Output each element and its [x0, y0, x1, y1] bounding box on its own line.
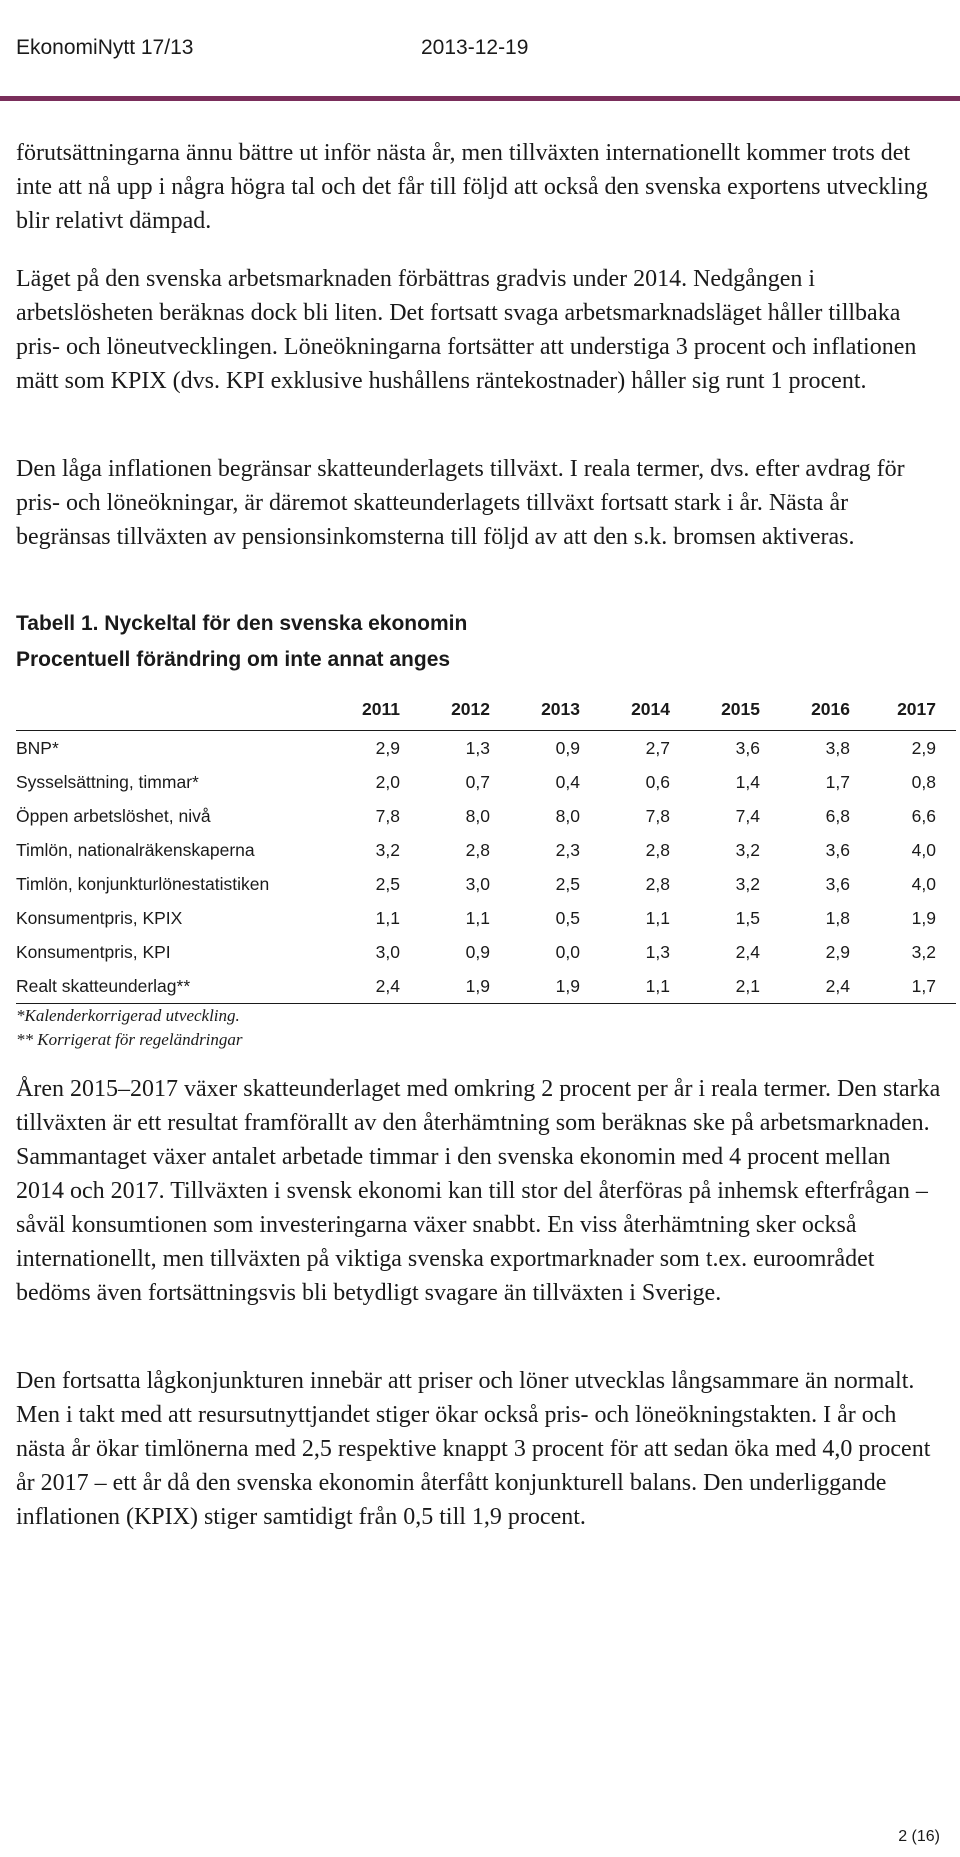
- value-cell: 1,9: [911, 907, 936, 928]
- value-cell: 4,0: [911, 873, 936, 894]
- table-row: [16, 969, 956, 1004]
- value-cell: 2,8: [645, 873, 670, 894]
- table-row: [16, 799, 956, 833]
- value-cell: 2,9: [375, 737, 400, 758]
- value-cell: 3,2: [375, 839, 400, 860]
- value-cell: 0,6: [645, 771, 670, 792]
- value-cell: 0,5: [555, 907, 580, 928]
- value-cell: 3,2: [911, 941, 936, 962]
- key-figures-table: [16, 688, 956, 1004]
- value-cell: 0,4: [555, 771, 580, 792]
- value-cell: 1,1: [600, 969, 690, 1004]
- value-cell: 2,9: [825, 941, 850, 962]
- value-cell: 2,4: [735, 941, 760, 962]
- value-cell: 7,8: [375, 805, 400, 826]
- value-cell: 2,9: [911, 737, 936, 758]
- table-row: [16, 833, 956, 867]
- paragraph-labour-market: Läget på den svenska arbetsmarknaden förbättras gradvis under 2014. Nedgången i arbetslösheten beräknas dock bli liten. Det fortsatt svaga arbetsmarknadsläget håller tillbaka pris- och löneutvecklingen. Löneökningarna fortsätter att understiga 3 procent och inflationen mätt som KPIX (dvs. KPI exklusive hushållens räntekostnader) håller sig runt 1 procent.: [16, 266, 917, 394]
- value-cell: 7,8: [645, 805, 670, 826]
- value-cell: 1,1: [375, 907, 400, 928]
- value-cell: 2,8: [645, 839, 670, 860]
- value-cell: 3,2: [735, 839, 760, 860]
- row-label: Öppen arbetslöshet, nivå: [16, 805, 211, 826]
- value-cell: 2,3: [555, 839, 580, 860]
- value-cell: 2,7: [645, 737, 670, 758]
- table-row: [16, 901, 956, 935]
- value-cell: 1,9: [510, 969, 600, 1004]
- value-cell: 1,5: [735, 907, 760, 928]
- value-cell: 8,0: [555, 805, 580, 826]
- year-header: 2016: [780, 688, 870, 731]
- value-cell: 6,8: [825, 805, 850, 826]
- value-cell: 1,4: [735, 771, 760, 792]
- year-header: 2012: [420, 688, 510, 731]
- value-cell: 0,7: [465, 771, 490, 792]
- page-number: 2 (16): [898, 1828, 940, 1845]
- value-cell: 4,0: [911, 839, 936, 860]
- value-cell: 8,0: [465, 805, 490, 826]
- value-cell: 0,9: [465, 941, 490, 962]
- year-header: 2013: [510, 688, 600, 731]
- value-cell: 7,4: [735, 805, 760, 826]
- table-row: [16, 765, 956, 799]
- value-cell: 0,9: [555, 737, 580, 758]
- publication-title: EkonomiNytt 17/13: [16, 36, 194, 59]
- value-cell: 2,8: [465, 839, 490, 860]
- value-cell: 3,0: [465, 873, 490, 894]
- value-cell: 3,6: [825, 873, 850, 894]
- row-label: Konsumentpris, KPIX: [16, 907, 183, 928]
- year-header: 2014: [600, 688, 690, 731]
- value-cell: 6,6: [911, 805, 936, 826]
- page-header: [16, 36, 944, 66]
- value-cell: 2,4: [780, 969, 870, 1004]
- year-header: 2011: [328, 688, 420, 731]
- header-divider: [0, 96, 960, 101]
- year-header: 2017: [870, 688, 956, 731]
- value-cell: 1,1: [465, 907, 490, 928]
- value-cell: 2,5: [375, 873, 400, 894]
- table-header-row: [16, 688, 956, 731]
- value-cell: 1,1: [645, 907, 670, 928]
- value-cell: 1,7: [870, 969, 956, 1004]
- footnote-calendar-adjusted: *Kalenderkorrigerad utveckling.: [16, 1006, 240, 1025]
- paragraph-intro-continued: förutsättningarna ännu bättre ut inför nästa år, men tillväxten internationellt kommer trots det inte att nå upp i några högra tal och det får till följd att också den svenska exportens utveckling blir relativt dämpad.: [16, 140, 928, 234]
- value-cell: 3,2: [735, 873, 760, 894]
- row-label: BNP*: [16, 737, 59, 758]
- row-label: Realt skatteunderlag**: [16, 969, 328, 1004]
- footnote-rule-changes: ** Korrigerat för regeländringar: [16, 1030, 243, 1049]
- value-cell: 2,1: [690, 969, 780, 1004]
- value-cell: 0,8: [911, 771, 936, 792]
- paragraph-wages-prices: Den fortsatta lågkonjunkturen innebär att priser och löner utvecklas långsammare än normalt. Men i takt med att resursutnyttjandet stiger ökar också pris- och löneökningstakten. I år och nästa år ökar timlönerna med 2,5 respektive knappt 3 procent för att sedan öka med 4,0 procent år 2017 – ett år då den svenska ekonomin återfått konjunkturell balans. Den underliggande inflationen (KPIX) stiger samtidigt från 0,5 till 1,9 procent.: [16, 1368, 931, 1530]
- value-cell: 3,8: [825, 737, 850, 758]
- header-label-cell: [16, 688, 328, 731]
- value-cell: 1,3: [645, 941, 670, 962]
- table-subtitle: Procentuell förändring om inte annat anges: [16, 648, 451, 671]
- value-cell: 1,3: [465, 737, 490, 758]
- value-cell: 0,0: [555, 941, 580, 962]
- year-header: 2015: [690, 688, 780, 731]
- value-cell: 2,0: [375, 771, 400, 792]
- paragraph-real-growth: Åren 2015–2017 växer skatteunderlaget med omkring 2 procent per år i reala termer. Den starka tillväxten är ett resultat framförallt av den återhämtning som beräknas ske på arbetsmarknaden. Sammantaget växer antalet arbetade timmar i den svenska ekonomin med 4 procent mellan 2014 och 2017. Tillväxten i svensk ekonomi kan till stor del återföras på inhemsk efterfrågan – såväl konsumtionen som investeringarna växer snabbt. En viss återhämtning sker också internationellt, men tillväxten på viktiga svenska exportmarknader som t.ex. euroområdet bedöms även fortsättningsvis bli betydligt svagare än tillväxten i Sverige.: [16, 1076, 941, 1306]
- value-cell: 1,9: [420, 969, 510, 1004]
- table-title: Tabell 1. Nyckeltal för den svenska ekonomin: [16, 612, 468, 635]
- row-label: Sysselsättning, timmar*: [16, 771, 199, 792]
- value-cell: 1,8: [825, 907, 850, 928]
- value-cell: 3,6: [825, 839, 850, 860]
- publication-date: 2013-12-19: [421, 36, 529, 59]
- row-label: Konsumentpris, KPI: [16, 941, 171, 962]
- table-row: [16, 731, 956, 766]
- value-cell: 1,7: [825, 771, 850, 792]
- value-cell: 3,6: [735, 737, 760, 758]
- value-cell: 2,5: [555, 873, 580, 894]
- row-label: Timlön, konjunkturlönestatistiken: [16, 873, 270, 894]
- table-body: [16, 731, 956, 1004]
- row-label: Timlön, nationalräkenskaperna: [16, 839, 255, 860]
- paragraph-tax-base: Den låga inflationen begränsar skatteunderlagets tillväxt. I reala termer, dvs. efter avdrag för pris- och löneökningar, är däremot skatteunderlagets tillväxt fortsatt stark i år. Nästa år begränsas tillväxten av pensionsinkomsterna till följd av att den s.k. bromsen aktiveras.: [16, 456, 905, 550]
- table-row: [16, 867, 956, 901]
- table-row: [16, 935, 956, 969]
- value-cell: 3,0: [375, 941, 400, 962]
- value-cell: 2,4: [328, 969, 420, 1004]
